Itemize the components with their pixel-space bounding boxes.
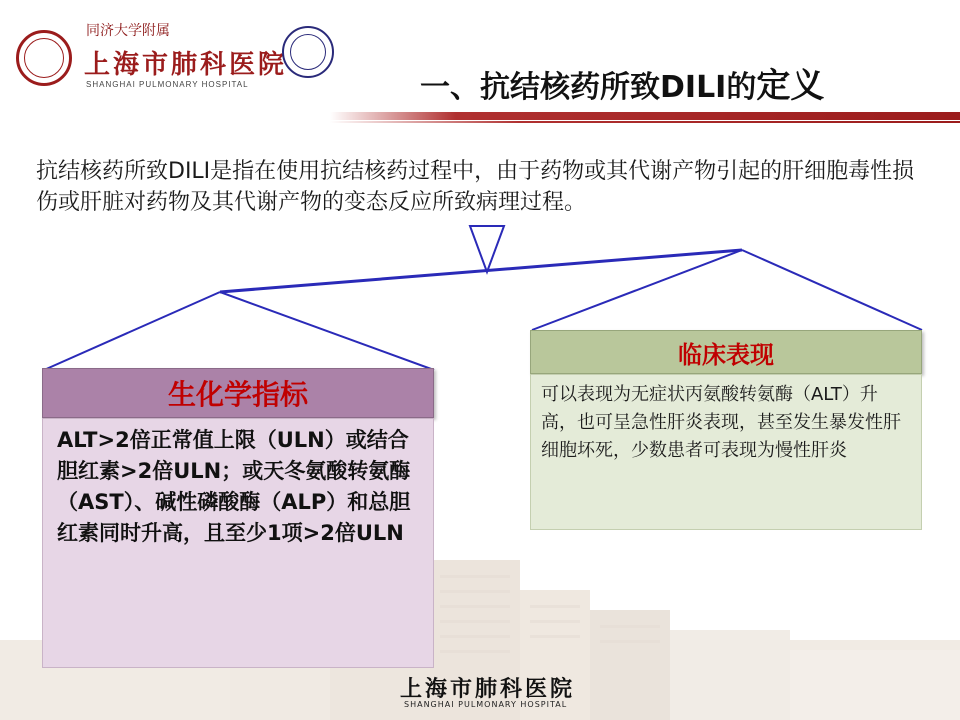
right-string-left: [532, 250, 742, 330]
affiliation-label: 同济大学附属: [86, 23, 170, 39]
clinical-manifestation-box: [530, 330, 922, 530]
slide-title-main: 一、抗结核药所致DILI的: [420, 70, 757, 105]
footer-hospital-name: 上海市肺科医院: [400, 676, 576, 702]
balance-beam: [220, 250, 742, 292]
hospital-name-en: SHANGHAI PULMONARY HOSPITAL: [86, 80, 249, 89]
clinical-manifestation-heading: [530, 330, 922, 374]
footer-hospital-name-en: SHANGHAI PULMONARY HOSPITAL: [404, 700, 568, 709]
hospital-name-logo: 上海市肺科医院: [84, 50, 288, 80]
title-underline: [330, 112, 960, 120]
definition-paragraph: 抗结核药所致DILI是指在使用抗结核药过程中，由于药物或其代谢产物引起的肝细胞毒性损伤或肝脏对药物及其代谢产物的变态反应所致病理过程。: [36, 159, 915, 215]
tongji-university-seal-icon: [282, 26, 334, 78]
hospital-seal-icon: [16, 30, 72, 86]
clinical-manifestation-heading-text: 临床表现: [678, 340, 774, 369]
clinical-manifestation-text: 可以表现为无症状丙氨酸转氨酶（ALT）升高，也可呈急性肝炎表现，甚至发生暴发性肝细胞坏死，少数患者可表现为慢性肝炎: [541, 384, 901, 461]
right-string-right: [742, 250, 922, 330]
left-string-left: [44, 292, 220, 370]
title-underline-thin: [330, 121, 960, 123]
slide-title: [420, 58, 824, 107]
biochemical-criteria-heading: [42, 368, 434, 418]
biochemical-criteria-box: [42, 368, 434, 668]
slide-title-emphasis: 定义: [756, 66, 825, 106]
biochemical-criteria-text: ALT>2倍正常值上限（ULN）或结合胆红素>2倍ULN；或天冬氨酸转氨酶（AST）、碱性磷酸酶（ALP）和总胆红素同时升高，且至少1项>2倍ULN: [57, 428, 411, 545]
left-string-right: [220, 292, 434, 370]
biochemical-criteria-heading-text: 生化学指标: [167, 378, 308, 411]
clinical-manifestation-body: [530, 374, 922, 530]
biochemical-criteria-body: [42, 418, 434, 668]
balance-fulcrum: [470, 226, 504, 272]
